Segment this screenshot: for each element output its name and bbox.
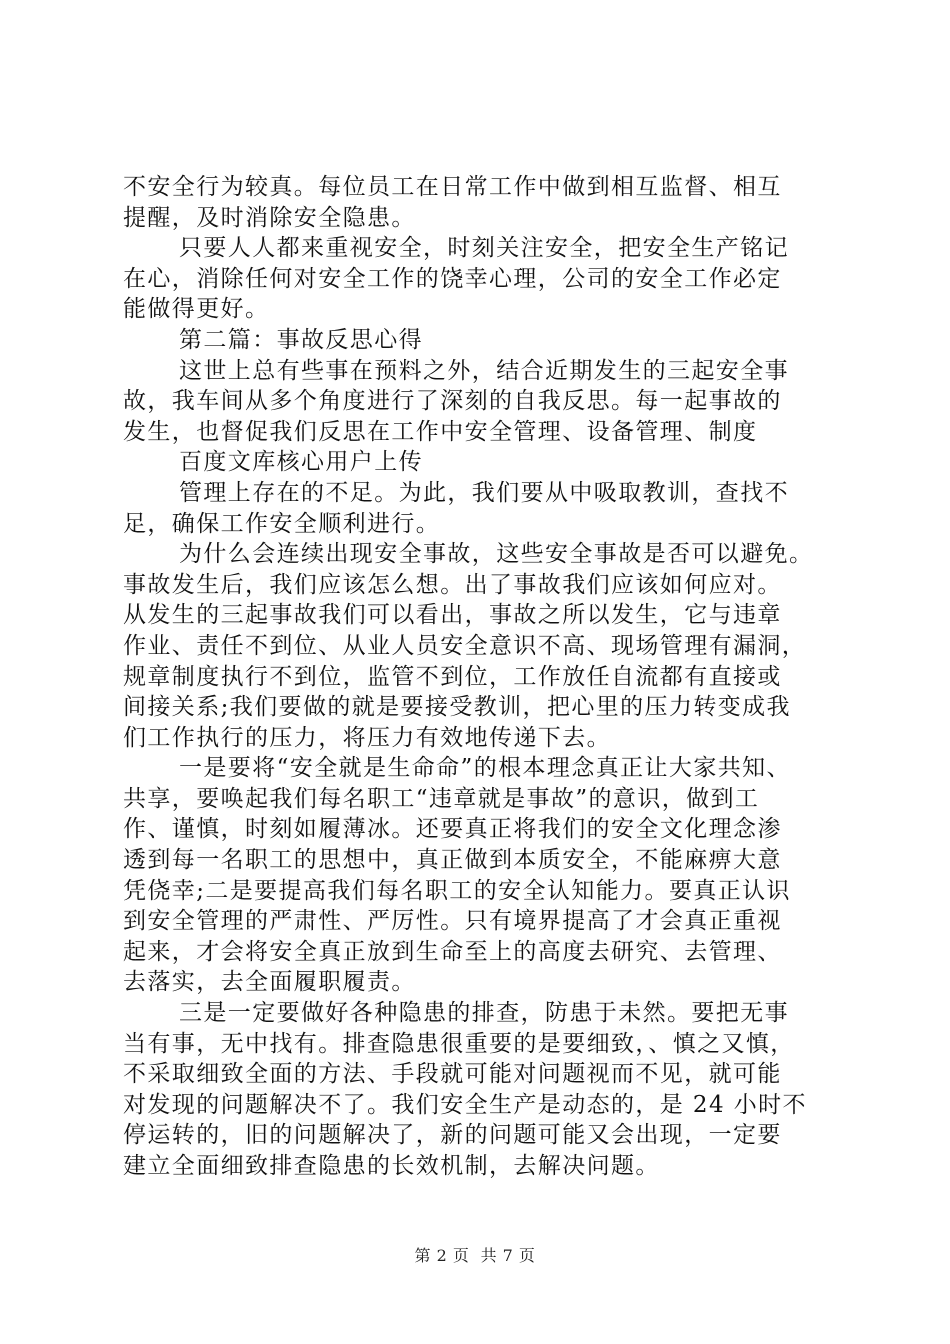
text-line: 建立全面细致排查隐患的长效机制，去解决问题。 (123, 1153, 660, 1179)
text-line: 三是一定要做好各种隐患的排查，防患于未然。要把无事 (179, 1000, 789, 1027)
text-line: 足，确保工作安全顺利进行。 (123, 510, 441, 537)
text-line: 能做得更好。 (123, 296, 270, 323)
text-line: 百度文库核心用户上传 (179, 449, 423, 476)
text-line: 间接关系;我们要做的就是要接受教训，把心里的压力转变成我 (123, 694, 791, 721)
text-line: 为什么会连续出现安全事故，这些安全事故是否可以避免。 (179, 541, 814, 568)
text-line: 到安全管理的严肃性、严厉性。只有境界提高了才会真正重视 (123, 908, 782, 935)
text-line: 停运转的，旧的问题解决了，新的问题可能又会出现，一定要 (123, 1122, 782, 1149)
text-line: 发生，也督促我们反思在工作中安全管理、设备管理、制度 (123, 418, 758, 445)
text-line: 们工作执行的压力，将压力有效地传递下去。 (123, 724, 611, 751)
text-line: 对发现的问题解决不了。我们安全生产是动态的，是 24 小时不 (123, 1091, 807, 1118)
page-footer (0, 1243, 950, 1266)
text-line: 一是要将“安全就是生命命”的根本理念真正让大家共知、 (179, 755, 791, 782)
text-line: 凭侥幸;二是要提高我们每名职工的安全认知能力。要真正认识 (123, 877, 791, 904)
text-line: 管理上存在的不足。为此，我们要从中吸取教训，查找不 (179, 479, 789, 506)
text-line: 当有事，无中找有。排查隐患很重要的是要细致，、慎之又慎， (123, 1030, 795, 1057)
text-line: 规章制度执行不到位，监管不到位，工作放任自流都有直接或 (123, 663, 782, 690)
text-line: 作、谨慎，时刻如履薄冰。还要真正将我们的安全文化理念渗 (123, 816, 782, 843)
text-line: 作业、责任不到位、从业人员安全意识不高、现场管理有漏洞， (123, 632, 807, 659)
text-line: 故，我车间从多个角度进行了深刻的自我反思。每一起事故的 (123, 388, 782, 415)
text-line: 从发生的三起事故我们可以看出，事故之所以发生，它与违章 (123, 602, 782, 629)
text-line: 这世上总有些事在预料之外，结合近期发生的三起安全事 (179, 357, 789, 384)
text-line: 提醒，及时消除安全隐患。 (123, 204, 416, 231)
text-line: 事故发生后，我们应该怎么想。出了事故我们应该如何应对。 (123, 571, 782, 598)
text-line: 共享，要唤起我们每名职工“违章就是事故”的意识，做到工 (123, 785, 760, 812)
text-line: 透到每一名职工的思想中，真正做到本质安全，不能麻痹大意 (123, 847, 782, 874)
text-line: 去落实，去全面履职履责。 (123, 969, 416, 996)
text-line: 不采取细致全面的方法、手段就可能对问题视而不见，就可能 (123, 1061, 782, 1088)
text-line: 在心，消除任何对安全工作的饶幸心理，公司的安全工作必定 (123, 265, 782, 292)
text-line: 起来，才会将安全真正放到生命至上的高度去研究、去管理、 (123, 938, 782, 965)
page-number-label: 第 2 页 共 7 页 (414, 1246, 536, 1265)
text-line: 第二篇：事故反思心得 (179, 326, 423, 353)
document-body (123, 172, 833, 1182)
text-line: 不安全行为较真。每位员工在日常工作中做到相互监督、相互 (123, 174, 782, 200)
text-line: 只要人人都来重视安全，时刻关注安全，把安全生产铭记 (179, 235, 789, 262)
